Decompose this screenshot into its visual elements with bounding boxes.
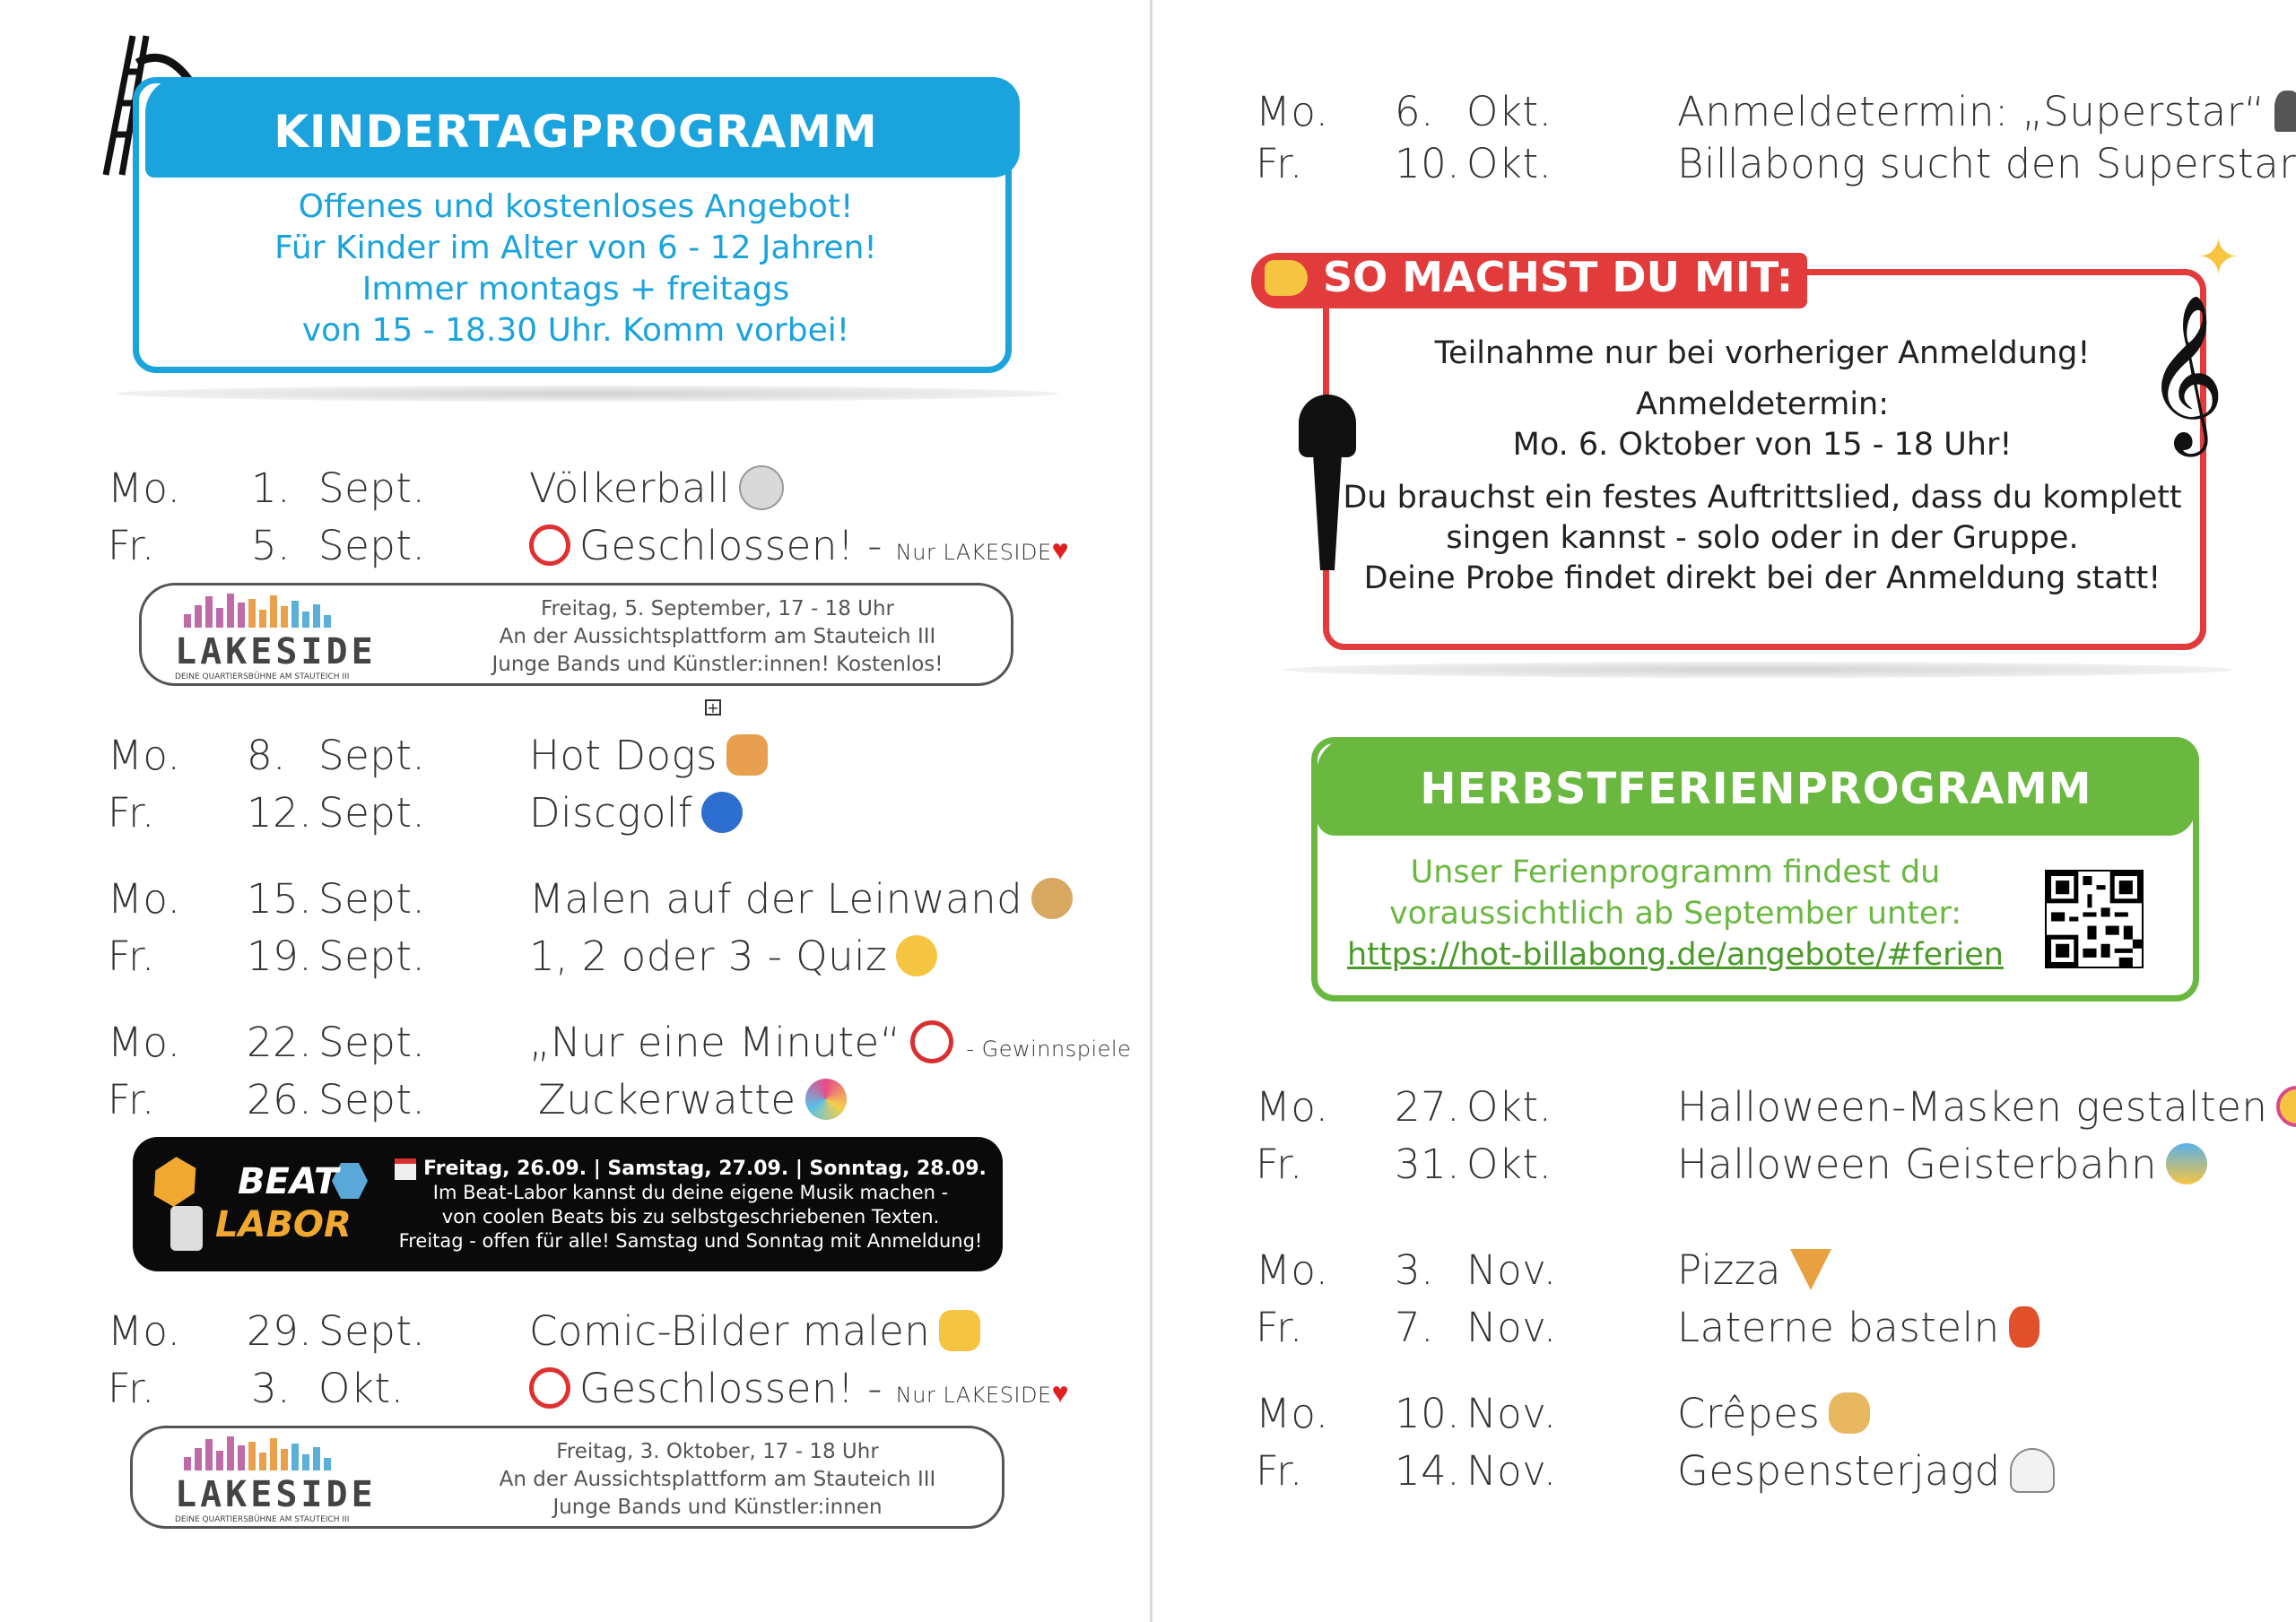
- alarm-clock-icon: [910, 1020, 953, 1063]
- kinder-description: Offenes und kostenloses Angebot! Für Kinder im Alter von 6 - 12 Jahren! Immer montags + freitags von 15 - 18.30 Uhr. Komm vorbei!: [274, 188, 877, 349]
- box-shadow: [117, 386, 1058, 402]
- autumn-program-title: HERBSTFERIENPROGRAMM: [1420, 764, 2092, 814]
- beat-labor-logo: BEAT LABOR: [152, 1152, 377, 1260]
- speaker-icon: [170, 1206, 203, 1251]
- calendar-icon: [395, 1158, 416, 1180]
- sparkles-icon: ✦: [2197, 229, 2239, 287]
- hotdog-icon: [726, 734, 768, 776]
- beat-labor-info: Freitag, 26.09. | Samstag, 27.09. | Sonntag, 28.09. Im Beat-Labor kannst du deine eigene Musik machen - von coolen Beats bis zu selbstgeschriebenen Texten. Freitag - offen für alle! Samstag und Sonntag mit Anmeldung!: [395, 1157, 987, 1253]
- lakeside-info: Freitag, 3. Oktober, 17 - 18 Uhr An der Aussichtsplattform am Stauteich III Junge Bands und Künstler:innen: [499, 1440, 936, 1519]
- lantern-icon: [2009, 1306, 2039, 1348]
- lakeside-info: Freitag, 5. September, 17 - 18 Uhr An der Aussichtsplattform am Stauteich III Junge Bands und Künstler:innen! Kostenlos!: [491, 597, 944, 676]
- expand-icon[interactable]: +: [705, 699, 721, 716]
- volleyball-icon: [739, 465, 784, 510]
- qr-code-icon[interactable]: [2045, 870, 2144, 968]
- writing-hand-icon: [939, 1310, 980, 1351]
- no-entry-icon: [529, 525, 570, 566]
- event-label: Völkerball: [529, 464, 784, 514]
- pizza-icon: [1790, 1249, 1831, 1290]
- frisbee-icon: [701, 792, 743, 833]
- kinder-title: KINDERTAGPROGRAMM: [274, 106, 878, 158]
- screaming-face-icon: [2166, 1143, 2207, 1184]
- pointing-hand-icon: [1265, 260, 1308, 296]
- ghost-icon: [2010, 1448, 2055, 1493]
- pancakes-icon: [1829, 1392, 1870, 1434]
- heart-icon: ♥: [1051, 533, 1070, 567]
- treble-clef-icon: 𝄞: [2145, 294, 2225, 450]
- page-divider: [1150, 0, 1152, 1622]
- no-entry-icon: [529, 1367, 570, 1409]
- microphone-icon: [2274, 91, 2296, 132]
- lollipop-icon: [805, 1079, 847, 1120]
- soundwave-icon: [175, 592, 363, 628]
- thinking-face-icon: [896, 935, 937, 976]
- soundwave-icon: [175, 1435, 363, 1470]
- lakeside-logo: LAKESIDE DEINE QUARTIERSBÜHNE AM STAUTEICH III: [175, 592, 377, 681]
- palette-icon: [1031, 878, 1073, 919]
- program-link[interactable]: https://hot-billabong.de/angebote/#ferien: [1346, 937, 2004, 973]
- autumn-program-text: Unser Ferienprogramm findest du voraussichtlich ab September unter: https://hot-billabong.de/angebote/#ferien: [1326, 852, 2025, 976]
- heart-icon: ♥: [1051, 1375, 1070, 1409]
- participation-text: Teilnahme nur bei vorheriger Anmeldung! Anmeldetermin: Mo. 6. Oktober von 15 - 18 Uhr! Du brauchst ein festes Auftrittslied, dass du komplett singen kannst - solo oder in der Gruppe. Deine Probe findet direkt bei der Anmeldung statt!: [1343, 335, 2182, 596]
- lakeside-logo: LAKESIDE DEINE QUARTIERSBÜHNE AM STAUTEICH III: [175, 1435, 377, 1524]
- box-shadow: [1283, 662, 2233, 678]
- superhero-icon: [2276, 1086, 2296, 1127]
- participation-title: SO MACHST DU MIT:: [1323, 253, 1794, 301]
